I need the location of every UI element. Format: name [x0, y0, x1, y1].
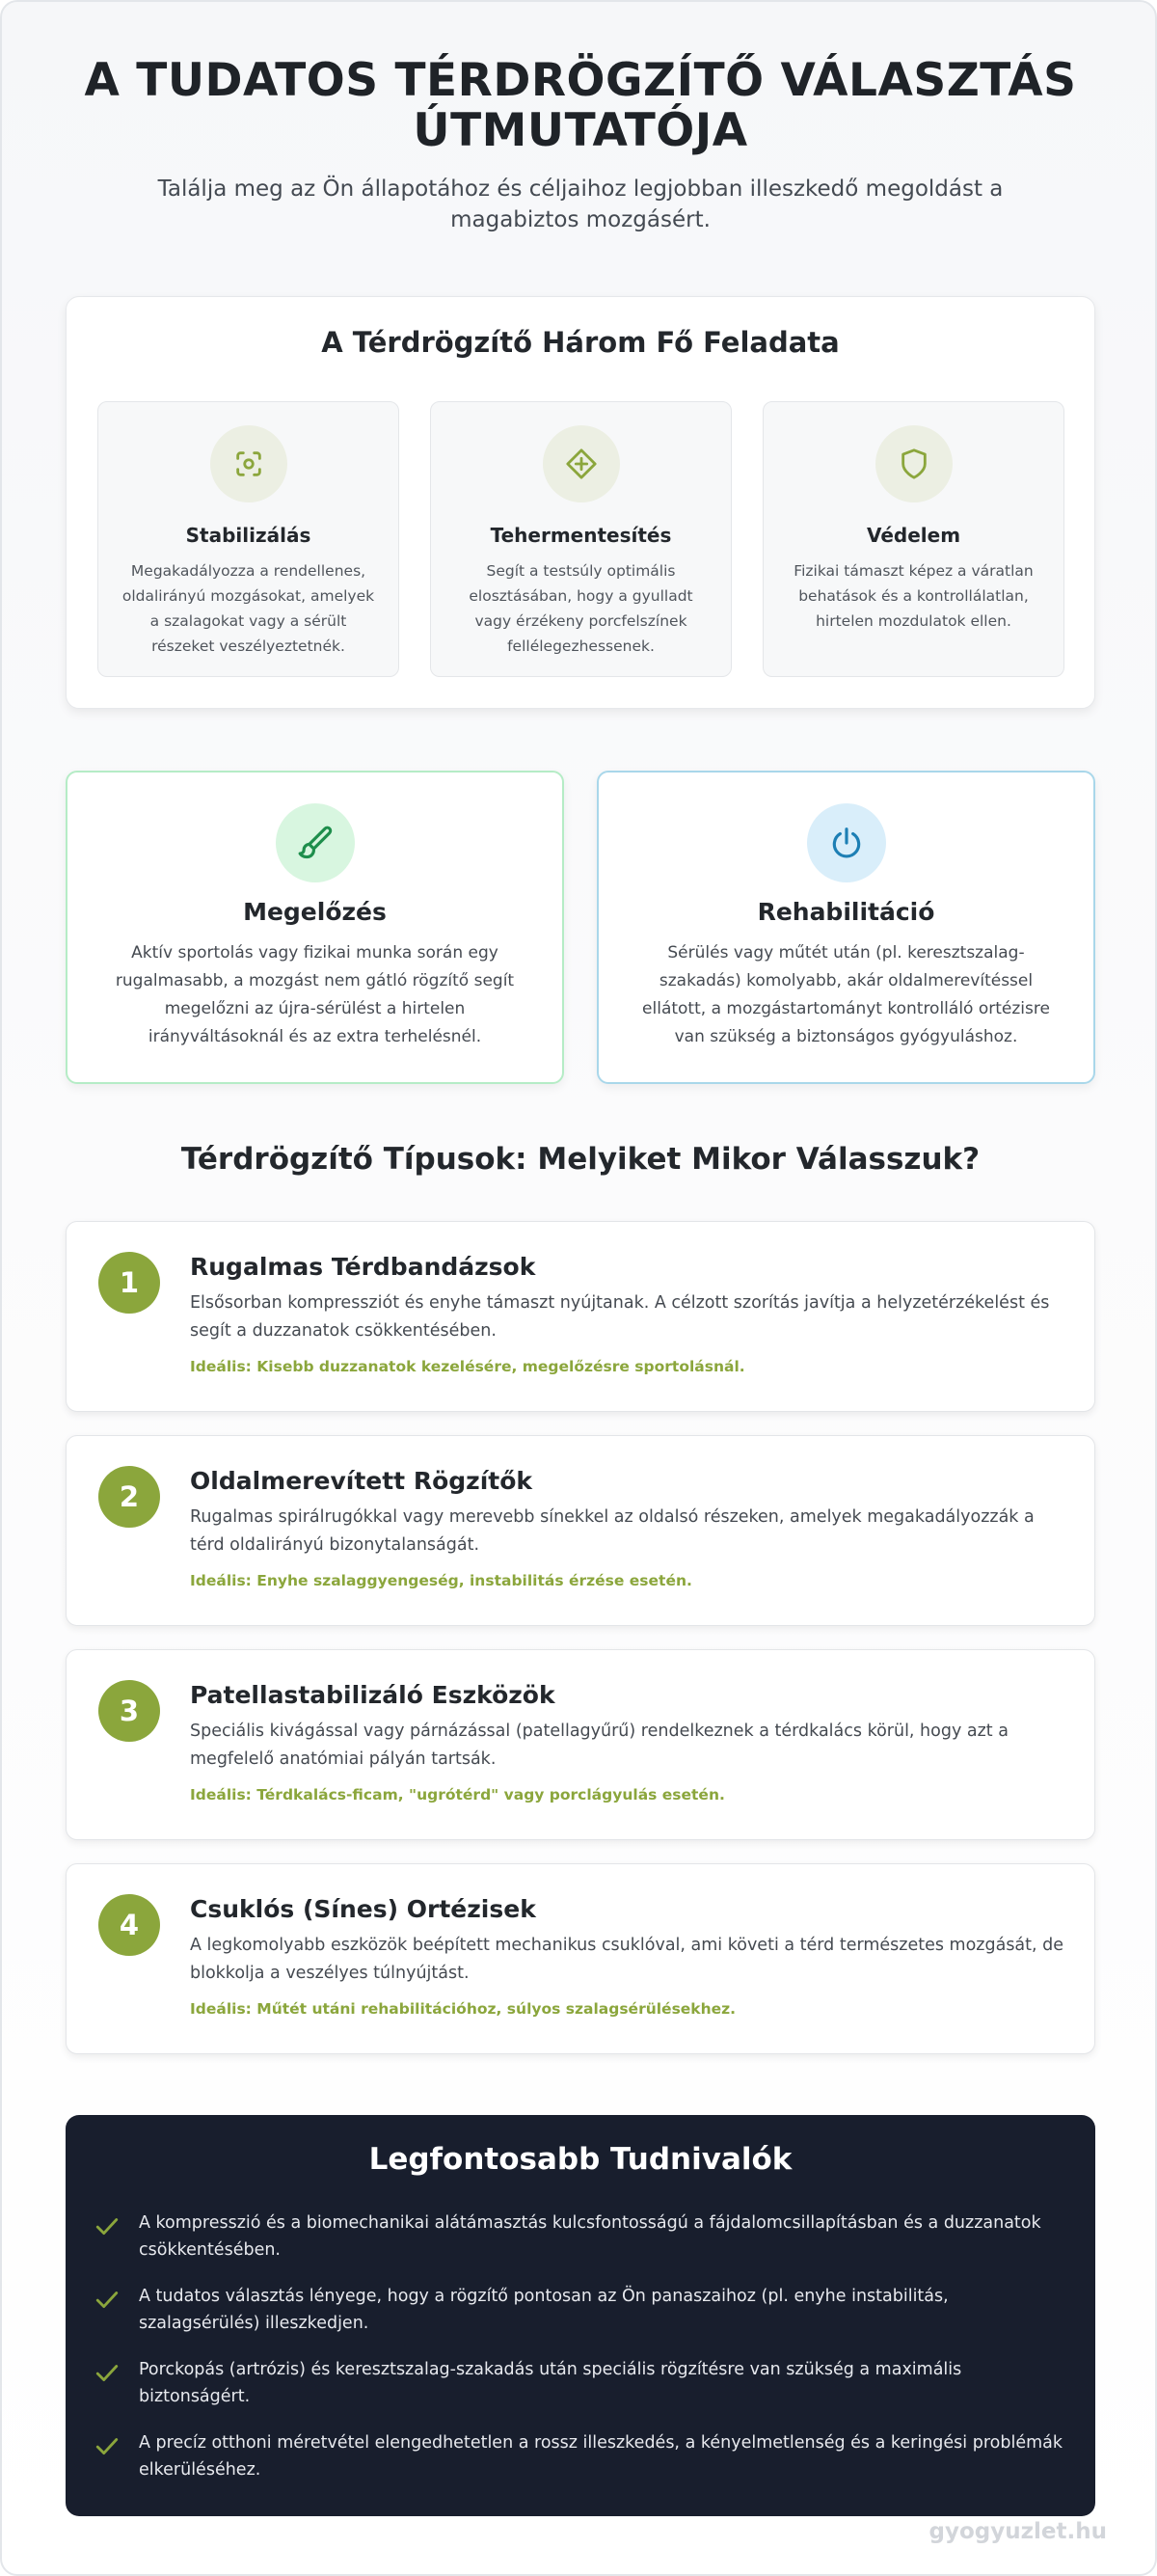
- brush-icon: [276, 803, 355, 882]
- type-text: Speciális kivágással vagy párnázással (patellagyűrű) rendelkeznek a térdkalács körül, hogy azt a megfelelő anatómiai pályán tartsák.: [190, 1722, 1009, 1769]
- fact-item: [94, 2283, 1068, 2337]
- task-stabilization: [97, 401, 399, 677]
- fact-text: A precíz otthoni méretvétel elengedhetetlen a rossz illeszkedés, a kényelmetlenség és a keringési problémák elkerüléséhez.: [139, 2433, 1063, 2480]
- main-tasks-title: A Térdrögzítő Három Fő Feladata: [321, 326, 840, 359]
- watermark: gyogyuzlet.hu: [928, 2519, 1107, 2544]
- shield-icon: [875, 425, 953, 502]
- fact-item: [94, 2429, 1068, 2483]
- type-ideal: Ideális: Kisebb duzzanatok kezelésére, megelőzésre sportolásnál.: [190, 1358, 745, 1375]
- task-text: Megakadályozza a rendellenes, oldalirányú mozgásokat, amelyek a szalagokat vagy a sérült részeket veszélyeztetnék.: [121, 562, 375, 655]
- fact-text: A kompresszió és a biomechanikai alátámasztás kulcsfontosságú a fájdalomcsillapításban és a duzzanatok csökkentésében.: [139, 2213, 1041, 2260]
- main-tasks-card: [66, 296, 1095, 709]
- power-icon: [807, 803, 886, 882]
- type-card-elastic: [66, 1221, 1095, 1412]
- type-number-badge: 2: [98, 1466, 160, 1528]
- task-text: Fizikai támaszt képez a váratlan behatások és a kontrollálatlan, hirtelen mozdulatok ellen.: [794, 562, 1034, 630]
- check-icon: [94, 2289, 120, 2310]
- feature-title: Rehabilitáció: [757, 898, 935, 926]
- feature-title: Megelőzés: [243, 898, 387, 926]
- task-title: Védelem: [866, 524, 961, 547]
- feature-text: Sérülés vagy műtét után (pl. keresztszalag-szakadás) komolyabb, akár oldalmerevítéssel ellátott, a mozgástartományt kontrolláló ortézisre van szükség a biztonságos gyógyuláshoz.: [642, 943, 1050, 1046]
- task-title: Tehermentesítés: [490, 524, 672, 547]
- type-ideal: Ideális: Műtét utáni rehabilitációhoz, súlyos szalagsérülésekhez.: [190, 2000, 737, 2018]
- check-icon: [94, 2362, 120, 2383]
- type-card-side-stabilized: [66, 1435, 1095, 1626]
- type-ideal: Ideális: Enyhe szalaggyengeség, instabilitás érzése esetén.: [190, 1572, 692, 1589]
- type-title: Oldalmerevített Rögzítők: [190, 1467, 533, 1495]
- type-number-badge: 3: [98, 1680, 160, 1742]
- fact-text: Porckopás (artrózis) és keresztszalag-szakadás után speciális rögzítésre van szükség a maximális biztonságért.: [139, 2360, 962, 2406]
- key-facts-title: Legfontosabb Tudnivalók: [368, 2142, 793, 2177]
- type-text: A legkomolyabb eszközök beépített mechanikus csuklóval, ami követi a térd természetes mozgását, de blokkolja a veszélyes túlnyújtást.: [190, 1936, 1064, 1983]
- type-text: Rugalmas spirálrugókkal vagy merevebb sínekkel az oldalsó részeken, amelyek megakadályozzák a térd oldalirányú bizonytalanságát.: [190, 1507, 1035, 1555]
- feature-prevention: [66, 771, 564, 1084]
- move-arrows-icon: [543, 425, 620, 502]
- page-title: A TUDATOS TÉRDRÖGZÍTŐ VÁLASZTÁS ÚTMUTATÓJA: [84, 54, 1077, 157]
- fact-text: A tudatos választás lényege, hogy a rögzítő pontosan az Ön panaszaihoz (pl. enyhe instabilitás, szalagsérülés) illeszkedjen.: [139, 2287, 949, 2333]
- check-icon: [94, 2435, 120, 2456]
- fact-item: [94, 2356, 1068, 2410]
- task-text: Segít a testsúly optimális elosztásában, hogy a gyulladt vagy érzékeny porcfelszínek fellélegezhessenek.: [469, 562, 693, 655]
- task-protection: [763, 401, 1064, 677]
- type-number-badge: 1: [98, 1252, 160, 1314]
- header: [2, 56, 1157, 235]
- type-number-badge: 4: [98, 1894, 160, 1956]
- task-unloading: [430, 401, 732, 677]
- key-facts-panel: [66, 2115, 1095, 2516]
- type-text: Elsősorban kompressziót és enyhe támaszt nyújtanak. A célzott szorítás javítja a helyzetérzékelést és segít a duzzanatok csökkentésében.: [190, 1293, 1050, 1341]
- focus-icon: [210, 425, 287, 502]
- type-card-hinged: [66, 1863, 1095, 2054]
- page-subtitle: Találja meg az Ön állapotához és céljaihoz legjobban illeszkedő megoldást a magabiztos mozgásért.: [157, 176, 1004, 232]
- type-ideal: Ideális: Térdkalács-ficam, "ugrótérd" vagy porclágyulás esetén.: [190, 1786, 725, 1803]
- type-title: Patellastabilizáló Eszközök: [190, 1681, 555, 1709]
- type-title: Rugalmas Térdbandázsok: [190, 1253, 536, 1281]
- types-section-title: Térdrögzítő Típusok: Melyiket Mikor Válasszuk?: [180, 1142, 981, 1177]
- fact-item: [94, 2210, 1068, 2264]
- type-card-patella: [66, 1649, 1095, 1840]
- feature-text: Aktív sportolás vagy fizikai munka során egy rugalmasabb, a mozgást nem gátló rögzítő segít megelőzni az újra-sérülést a hirtelen irányváltásoknál és az extra terhelésnél.: [115, 943, 515, 1046]
- type-title: Csuklós (Sínes) Ortézisek: [190, 1895, 536, 1923]
- task-title: Stabilizálás: [185, 524, 311, 547]
- feature-rehabilitation: [597, 771, 1095, 1084]
- check-icon: [94, 2215, 120, 2237]
